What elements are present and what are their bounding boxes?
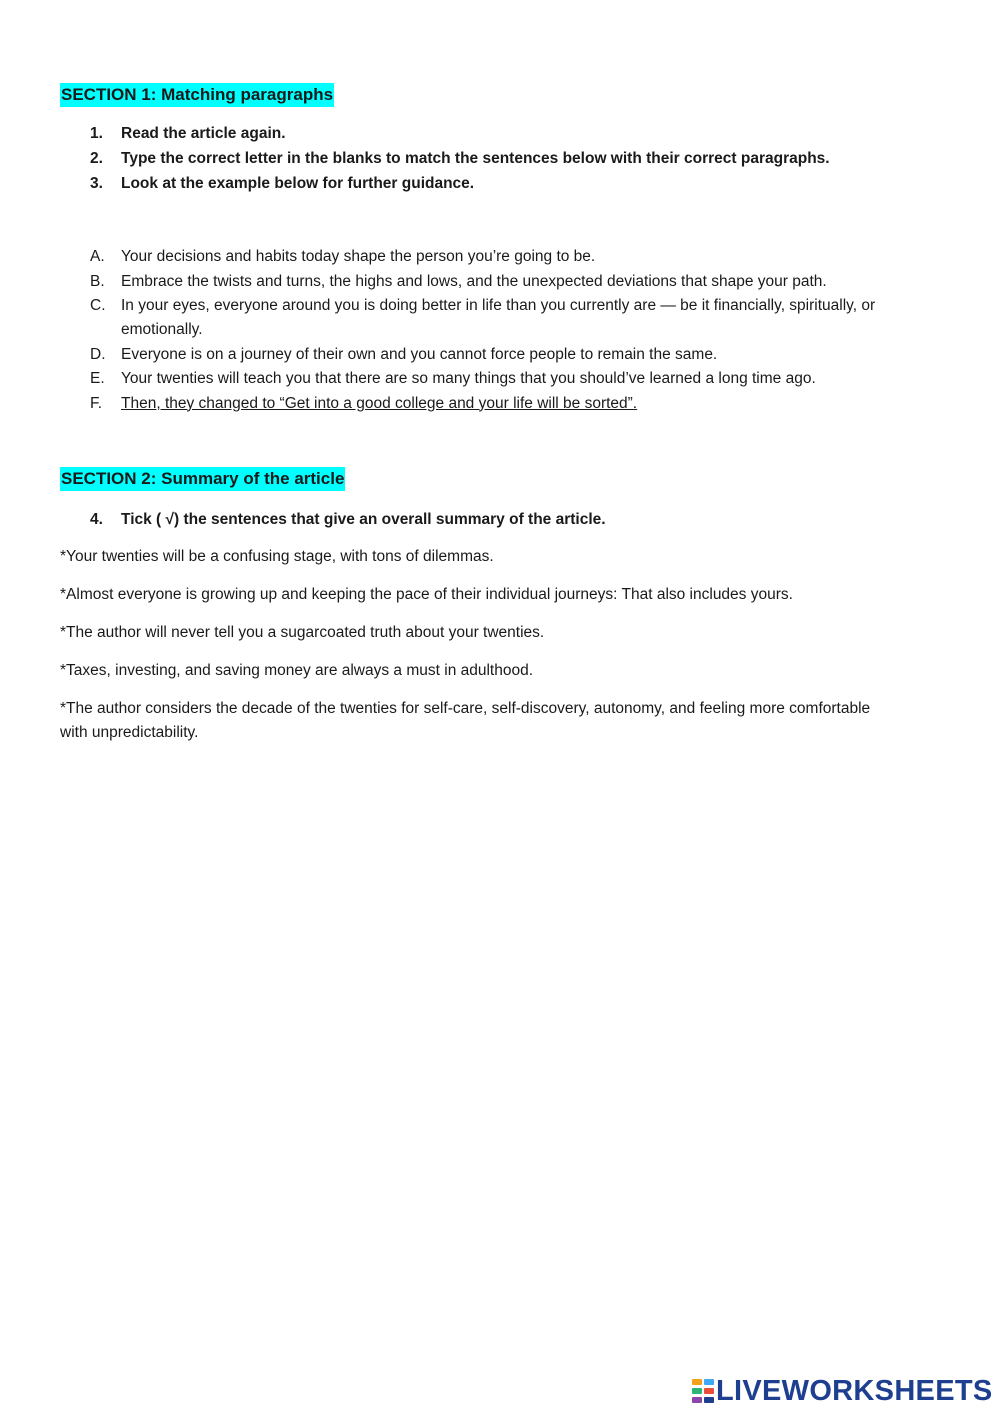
liveworksheets-logo-text: LIVEWORKSHEETS (716, 1374, 993, 1407)
instruction-number: 4. (90, 511, 103, 528)
example-sentence-text: Then, they changed to “Get into a good college and your life will be sorted”. (121, 394, 638, 412)
liveworksheets-logo (692, 1374, 993, 1408)
sentence-letter: E. (90, 370, 105, 387)
instruction-text: Tick ( √) the sentences that give an overall summary of the article. (121, 511, 606, 528)
sentence-letter: C. (90, 297, 106, 314)
sentence-letter: A. (90, 248, 105, 265)
instruction-item (90, 146, 970, 171)
section1-heading: SECTION 1: Matching paragraphs (60, 83, 334, 107)
instruction-number: 1. (90, 125, 103, 142)
matching-sentences-list (90, 245, 950, 416)
sentence-item (90, 367, 950, 391)
sentence-item (90, 270, 950, 294)
instruction-text: Type the correct letter in the blanks to match the sentences below with their correct paragraphs. (121, 150, 830, 167)
sentence-item (90, 294, 950, 342)
summary-statement[interactable]: *Your twenties will be a confusing stage, with tons of dilemmas. (60, 548, 494, 565)
sentence-item-example (90, 392, 950, 416)
sentence-letter: B. (90, 272, 105, 290)
summary-statement[interactable]: *The author will never tell you a sugarcoated truth about your twenties. (60, 624, 545, 641)
instructions-list (90, 121, 970, 196)
sentence-item (90, 245, 950, 269)
sentence-letter: D. (90, 345, 106, 363)
instruction-number: 2. (90, 150, 103, 167)
summary-statement[interactable]: *The author considers the decade of the twenties for self-care, self-discovery, autonomy, and feeling more comfortable with unpredictability. (60, 700, 871, 741)
sentence-text: Everyone is on a journey of their own and you cannot force people to remain the same. (121, 345, 718, 363)
sentence-item (90, 343, 950, 367)
tick-instruction (90, 507, 606, 532)
sentence-text: Your twenties will teach you that there are so many things that you should’ve learned a long time ago. (121, 370, 816, 387)
sentence-letter: F. (90, 394, 103, 412)
instruction-item (90, 171, 970, 196)
instruction-item (90, 121, 970, 146)
sentence-text: In your eyes, everyone around you is doing better in life than you currently are — be it financially, spiritually, or emotionally. (121, 297, 876, 338)
sentence-text: Embrace the twists and turns, the highs and lows, and the unexpected deviations that shape your path. (121, 272, 827, 290)
summary-statement[interactable]: *Taxes, investing, and saving money are always a must in adulthood. (60, 662, 534, 679)
instruction-number: 3. (90, 175, 103, 192)
instruction-text: Look at the example below for further guidance. (121, 175, 475, 192)
summary-statement[interactable]: *Almost everyone is growing up and keeping the pace of their individual journeys: That also includes yours. (60, 586, 793, 603)
liveworksheets-logo-icon (692, 1377, 714, 1405)
section2-heading: SECTION 2: Summary of the article (60, 467, 345, 491)
sentence-text: Your decisions and habits today shape the person you’re going to be. (121, 248, 596, 265)
instruction-text: Read the article again. (121, 125, 286, 142)
